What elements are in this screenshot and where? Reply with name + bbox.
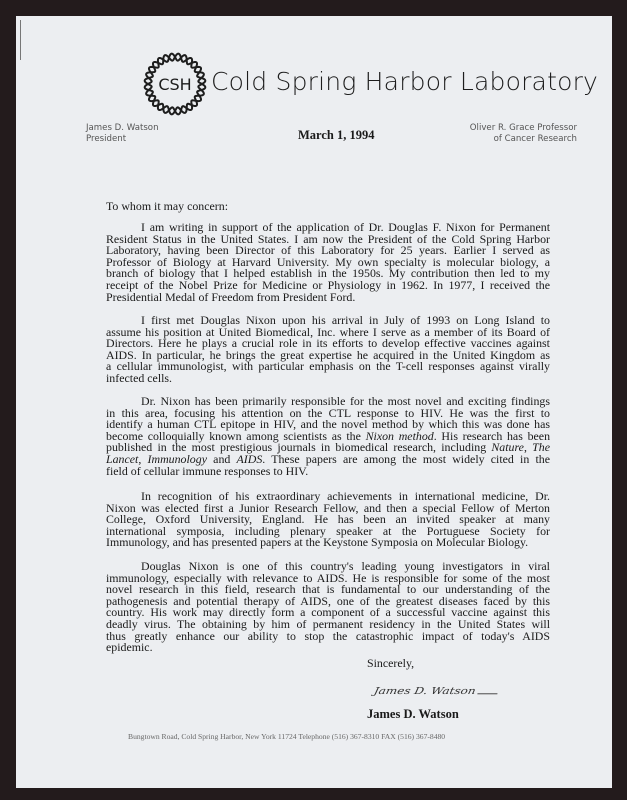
text-line: branch of biology that I helped establish in the 1950s. My contribution then led to my xyxy=(106,266,550,281)
text-line: deadly virus. The obtaining by him of permanent residency in the United States will xyxy=(106,616,550,631)
text-line: infected cells. xyxy=(106,370,173,385)
italic-title: Lancet xyxy=(106,451,139,466)
salutation: To whom it may concern: xyxy=(106,199,229,213)
text-segment: . His research has been xyxy=(433,428,551,443)
text-line: Laboratory, having been Director of this Laboratory for 25 years. Earlier I served as xyxy=(106,243,550,258)
text-segment: , xyxy=(138,451,148,466)
text-segment: published in the most prestigious journals in biomedical research, including xyxy=(106,440,492,455)
text-line: College, Oxford University, England. He has been an invited speaker at many xyxy=(106,512,550,527)
paragraph-5 xyxy=(106,561,550,654)
paragraph-3 xyxy=(106,396,550,477)
text-line: Resident Status in the United States. I am now the President of the Cold Spring Harbor xyxy=(106,231,550,246)
text-line: assume his position at United Biomedical, Inc. where I serve as a member of its Board of xyxy=(106,324,550,339)
text-line: Presidential Medal of Freedom from President Ford. xyxy=(106,289,356,304)
text-line: a cellular immunologist, with particular emphasis on the T-cell responses against virally xyxy=(106,359,550,374)
text-line: I first met Douglas Nixon upon his arrival in July of 1993 on Long Island to xyxy=(141,313,550,327)
text-line: Dr. Nixon has been primarily responsible for the most novel and exciting findings xyxy=(141,394,550,408)
text-line: novel research in this field, research that is fundamental to our understanding of the xyxy=(106,582,550,597)
text-segment: become colloquially known among scientists as the xyxy=(106,428,366,443)
text-line: pathogenesis and potential therapy of AIDS, one of the greatest diseases faced by this xyxy=(106,593,550,608)
text-line: Directors. Here he plays a crucial role in its efforts to develop effective vaccines against xyxy=(106,336,550,351)
sender-title: President xyxy=(86,134,127,144)
text-line: In recognition of his extraordinary achievements in international medicine, Dr. xyxy=(141,489,550,503)
organization-name: Cold Spring Harbor Laboratory xyxy=(211,67,599,96)
closing: Sincerely, xyxy=(367,656,415,670)
paragraph-4 xyxy=(106,491,550,549)
text-line: field of cellular immune responses to HIV. xyxy=(106,463,309,478)
text-line: in this area, focusing his attention on the CTL response to HIV. He was the first to xyxy=(106,405,550,420)
text-line: Immunology, and has presented papers at the Keystone Symposia on Molecular Biology. xyxy=(106,535,529,550)
text-line: international symposia, including plenary speaker at the Portuguese Society for xyxy=(106,523,550,538)
professorship-line-1: Oliver R. Grace Professor xyxy=(469,123,577,133)
italic-title: Nature xyxy=(491,440,524,455)
text-line: thus greatly enhance our ability to stop the catastrophic impact of today's AIDS xyxy=(106,628,550,643)
italic-title: The xyxy=(532,440,550,455)
text-line: immunology, especially with relevance to AIDS. He is responsible for some of the most xyxy=(106,570,550,585)
professorship-block xyxy=(470,123,577,145)
text-line: receipt of the Nobel Prize for Medicine or Physiology in 1962. In 1977, I received the xyxy=(106,277,550,292)
italic-title: Immunology xyxy=(147,451,207,466)
scan-mark xyxy=(20,20,21,60)
signature-text: James D. Watson xyxy=(372,685,477,697)
text-segment: , xyxy=(523,440,533,455)
letter-date: March 1, 1994 xyxy=(298,128,375,142)
footer-address: Bungtown Road, Cold Spring Harbor, New York 11724 Telephone (516) 367-8310 FAX (516) 367-8480 xyxy=(128,732,446,741)
paragraph-1 xyxy=(106,222,550,303)
italic-title: Nixon method xyxy=(365,428,434,443)
text-segment: . These papers are among the most widely cited in the xyxy=(262,451,550,466)
italic-title: AIDS xyxy=(236,451,263,466)
sender-block xyxy=(86,123,159,145)
text-segment: and xyxy=(206,451,237,466)
csh-logo xyxy=(143,52,207,116)
logo-text: CSH xyxy=(158,75,192,94)
signer-name: James D. Watson xyxy=(367,707,459,721)
text-line: country. His work may directly form a component of a successful vaccine against this xyxy=(106,605,550,620)
sender-name: James D. Watson xyxy=(86,123,159,133)
text-line: identify a human CTL epitope in HIV, and the novel method by which this was done has xyxy=(106,417,550,432)
text-line: I am writing in support of the application of Dr. Douglas F. Nixon for Permanent xyxy=(141,220,550,234)
paragraph-2 xyxy=(106,315,550,385)
text-line: epidemic. xyxy=(106,640,153,655)
text-line: Nixon was elected first a Junior Research Fellow, and then a special Fellow of Merton xyxy=(106,500,550,515)
professorship-line-2: of Cancer Research xyxy=(493,134,577,144)
text-line: AIDS. In particular, he brings the great expertise he acquired in the United Kingdom as xyxy=(106,347,550,362)
text-line: Douglas Nixon is one of this country's leading young investigators in viral xyxy=(141,559,550,573)
text-line: Professor of Biology at Harvard University. My own specialty is molecular biology, a xyxy=(106,254,550,269)
handwritten-signature xyxy=(373,685,499,696)
